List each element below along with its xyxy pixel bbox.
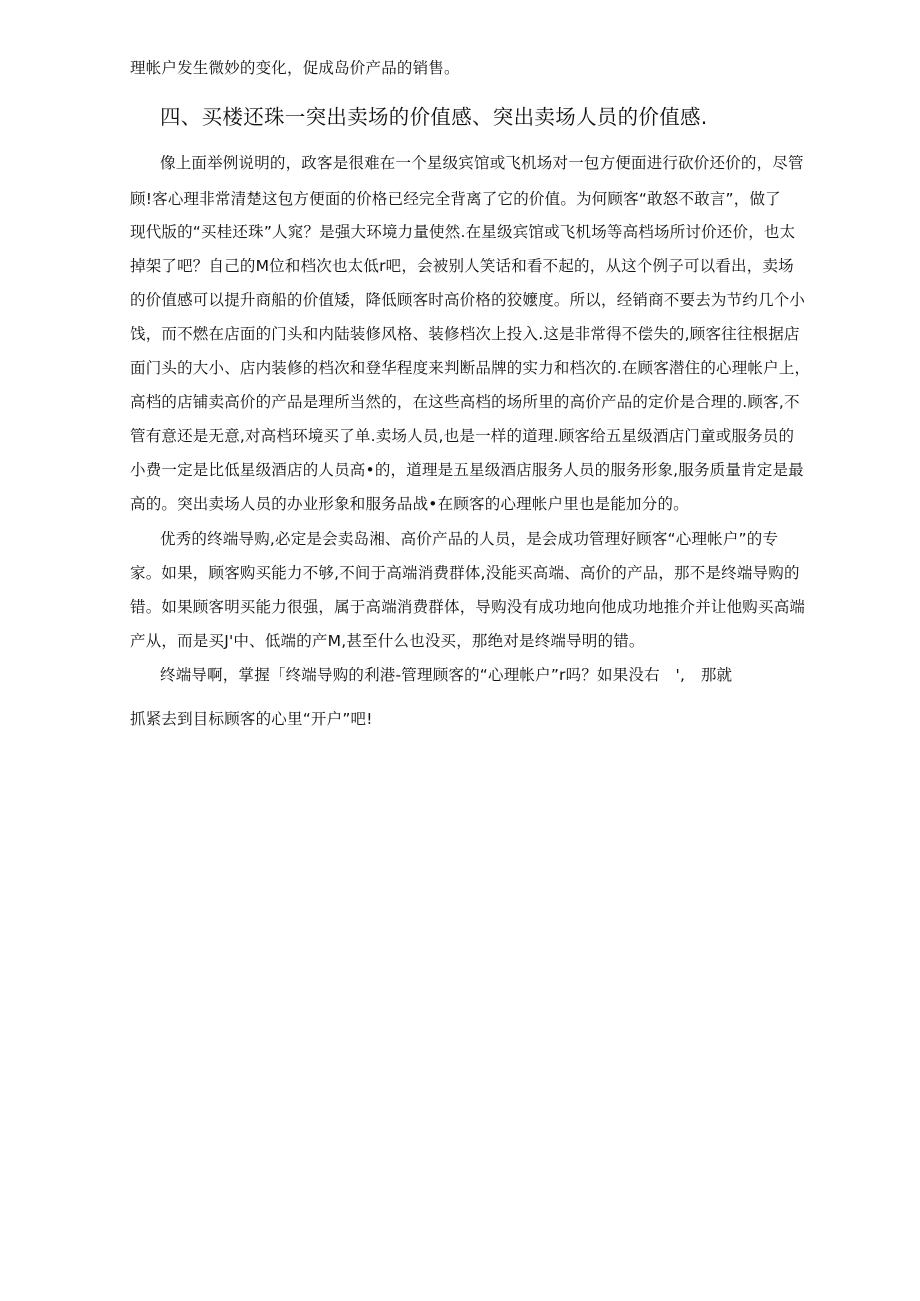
text-line: 管有意还是无意,对高档环境买了单.卖场人员,也是一样的道理.顾客给五星级酒店门童或服务员的 bbox=[130, 427, 795, 445]
text-line: 高档的店铺卖高价的产品是理所当然的，在这些高档的场所里的高价产品的定价是合理的.顾客,不 bbox=[130, 393, 800, 411]
text-line: 终端导啊，掌握「终端导购的利港-管理顾客的“心理帐户”r吗？如果没右 ', 那就 bbox=[160, 666, 733, 684]
text-line: 的价值感可以提升商船的价值矮，降低顾客时高价格的狡嬤度。所以，经销商不要去为节约几个小 bbox=[130, 291, 806, 309]
text-line: 顾!客心理非常清楚这包方便面的价格已经完全背离了它的价值。为何顾客“敢怒不敢言”，做了 bbox=[130, 190, 781, 208]
section-heading: 四、买楼还珠一突出卖场的价值感、突出卖场人员的价值感. bbox=[160, 105, 708, 129]
text-line: 抓紧去到目标顾客的心里“开户”吧! bbox=[130, 710, 373, 728]
text-line: 现代版的“买桂还珠”人窕？是强大环境力量使然.在星级宾馆或飞机场等高档场所讨价还价，也太 bbox=[130, 223, 796, 241]
text-line: 像上面举例说明的，政客是很难在一个星级宾馆或飞机场对一包方便面进行砍价还价的，尽管 bbox=[160, 154, 804, 172]
text-line: 饯，而不燃在店面的门头和内陆装修风格、装修档次上投入.这是非常得不偿失的,顾客往往根据店 bbox=[130, 325, 800, 343]
text-line: 高的。突出卖场人员的办业形象和服务品战•在顾客的心理帐户里也是能加分的。 bbox=[130, 495, 689, 513]
text-line: 面门头的大小、店内装修的档次和登华程度来判断品牌的实力和档次的.在顾客潜住的心理帐户上， bbox=[130, 359, 811, 377]
text-line: 错。如果顾客明买能力很强，属于高端消费群体，导购没有成功地向他成功地推介并让他购买高端 bbox=[130, 598, 806, 616]
text-line: 理帐户发生微妙的变化，促成岛价产品的销售。 bbox=[130, 59, 460, 77]
text-line: 优秀的终端导购,必定是会卖岛湘、高价产品的人员，是会成功管理好顾客“心理帐户”的专 bbox=[160, 530, 779, 548]
text-line: 产从，而是买J'中、低端的产M,甚至什么也没买，那绝对是终端导明的错。 bbox=[130, 632, 645, 650]
text-line: 掉架了吧？自己的M位和档次也太低r吧，会被别人笑话和看不起的，从这个例子可以看出，卖场 bbox=[130, 257, 794, 275]
text-line: 小费一定是比低星级酒店的人员高•的，道理是五星级酒店服务人员的服务形象,服务质量肯定是最 bbox=[130, 461, 804, 479]
text-line: 家。如果，顾客购买能力不够,不间于高端消费群体,没能买高端、高价的产品，那不是终端导购的 bbox=[130, 564, 800, 582]
